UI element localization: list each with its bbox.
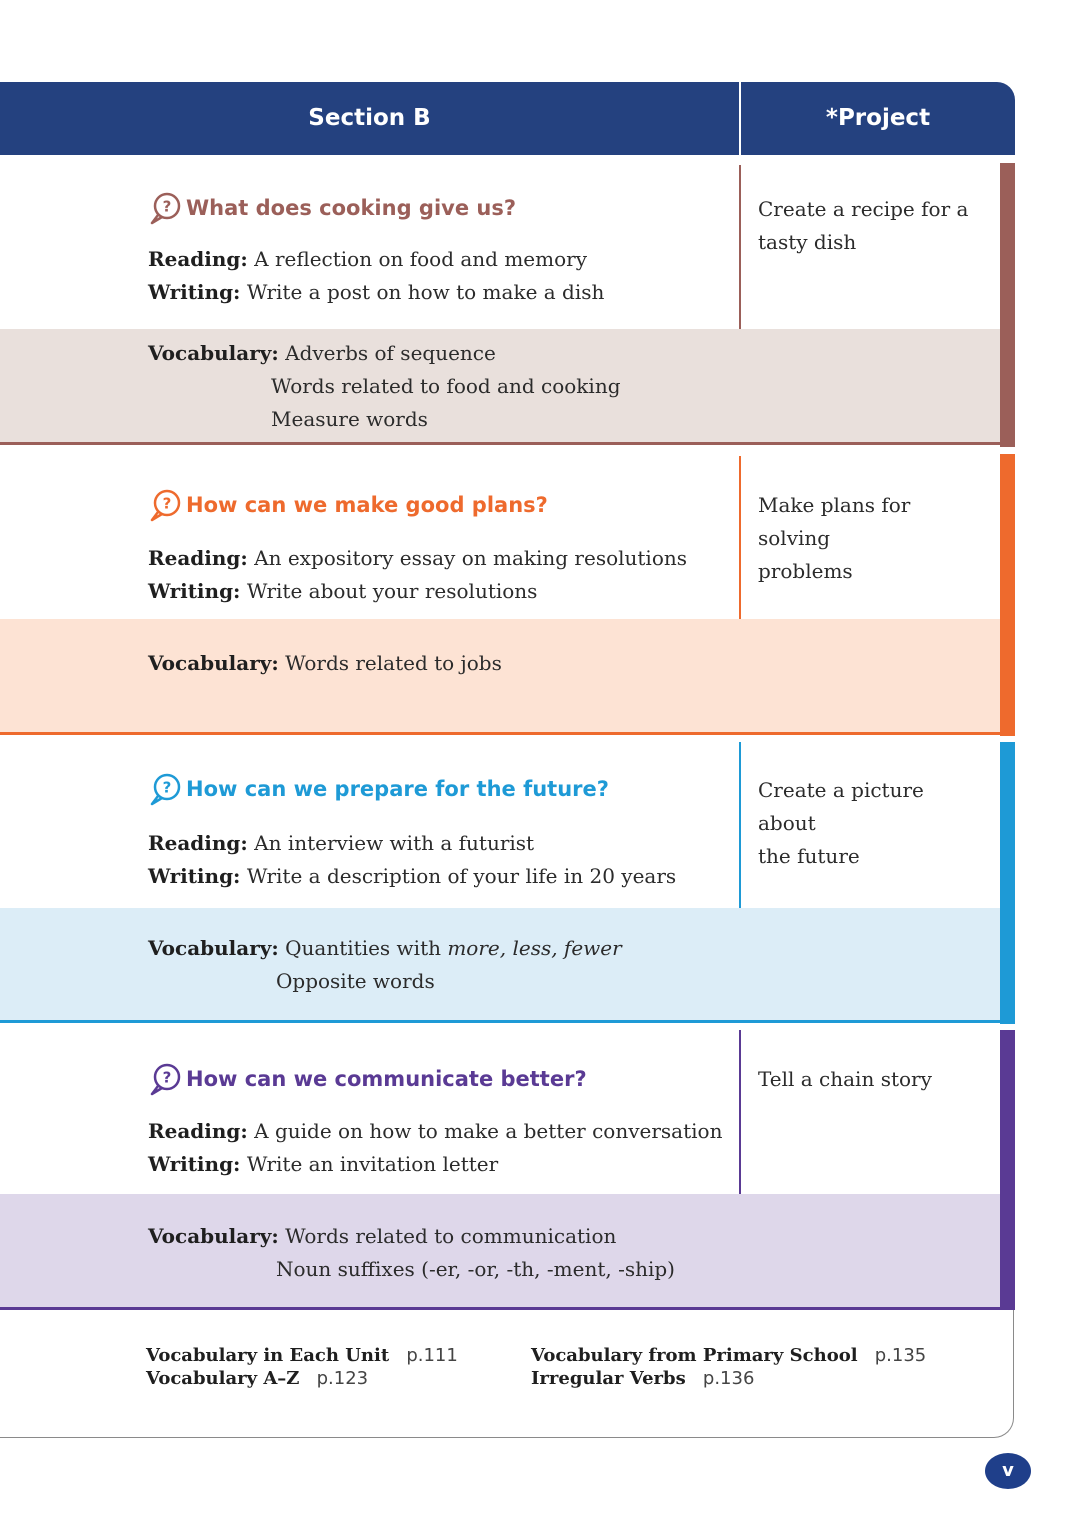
reading-text: A guide on how to make a better conversation [254,1119,723,1143]
question-bubble-icon [148,190,184,226]
essential-question [148,771,609,807]
writing-text: Write a description of your life in 20 years [246,864,677,888]
footer-link-vocab-primary[interactable] [531,1345,926,1366]
unit-bottom-rule [0,1020,1000,1023]
column-separator [739,742,741,908]
footer-link-irregular-verbs[interactable] [531,1368,754,1389]
question-bubble-icon [148,771,184,807]
reading-line [148,831,534,855]
writing-text: Write a post on how to make a dish [246,280,605,304]
unit-row-future [0,736,1015,1024]
project-line: Create a recipe for a [758,197,969,221]
reading-text: A reflection on food and memory [254,247,587,271]
vocabulary-label: Vocabulary: [148,651,279,675]
project-heading: *Project [825,105,931,131]
footer-page: p.136 [702,1368,755,1389]
essential-question [148,190,516,226]
reading-text: An expository essay on making resolutions [254,546,688,570]
unit-row-cooking [0,155,1015,447]
reading-label: Reading: [148,1119,248,1143]
unit-bottom-rule [0,442,1000,445]
vocabulary-item: Adverbs of sequence [285,341,496,365]
table-header [0,82,1015,155]
project-line: tasty dish [758,230,857,254]
unit-row-plans [0,447,1015,736]
vocabulary-line [148,651,502,675]
project-line: the future [758,844,860,868]
writing-line [148,864,676,888]
svg-text:?: ? [162,197,172,216]
writing-label: Writing: [148,579,241,603]
question-text: How can we make good plans? [186,493,548,517]
vocabulary-item: Words related to communication [285,1224,617,1248]
unit-color-bar [1000,163,1015,447]
vocabulary-band [0,1194,1000,1307]
project-line: Create a picture about [758,778,924,835]
project-line: problems [758,559,853,583]
writing-line [148,280,604,304]
reading-label: Reading: [148,546,248,570]
question-text: How can we communicate better? [186,1067,587,1091]
svg-text:?: ? [162,778,172,797]
vocabulary-item-italic: more, less, fewer [447,936,622,960]
reading-label: Reading: [148,831,248,855]
page-number-badge: v [985,1453,1031,1489]
footer-label: Vocabulary from Primary School [531,1345,858,1366]
vocabulary-label: Vocabulary: [148,1224,279,1248]
vocabulary-line [148,1224,616,1248]
writing-line [148,579,537,603]
footer-page: p.111 [406,1345,458,1366]
footer-page: p.135 [874,1345,927,1366]
vocabulary-item: Quantities with [285,936,448,960]
essential-question [148,1061,587,1097]
reading-text: An interview with a futurist [254,831,535,855]
column-separator [739,1030,741,1194]
essential-question [148,487,548,523]
footer-link-vocab-each-unit[interactable] [146,1345,458,1366]
svg-text:?: ? [162,1068,172,1087]
project-text [758,489,983,588]
footer-link-vocab-a-z[interactable] [146,1368,368,1389]
vocabulary-band [0,908,1000,1021]
question-text: How can we prepare for the future? [186,777,609,801]
section-b-heading: Section B [308,105,431,131]
vocabulary-item: Opposite words [276,969,435,993]
project-line: Make plans for solving [758,493,911,550]
column-separator [739,165,741,329]
question-bubble-icon [148,487,184,523]
writing-label: Writing: [148,280,241,304]
footer-label: Vocabulary A–Z [146,1368,300,1389]
reading-label: Reading: [148,247,248,271]
project-text [758,193,983,259]
unit-color-bar [1000,742,1015,1024]
unit-color-bar [1000,454,1015,736]
reading-line [148,247,587,271]
question-bubble-icon [148,1061,184,1097]
writing-line [148,1152,498,1176]
footer-label: Vocabulary in Each Unit [146,1345,390,1366]
project-text [758,774,983,873]
vocabulary-line [148,936,622,960]
column-separator [739,456,741,619]
svg-text:?: ? [162,494,172,513]
unit-row-communication [0,1024,1015,1310]
footer-page: p.123 [316,1368,369,1389]
unit-bottom-rule [0,732,1000,735]
vocabulary-item: Measure words [271,407,428,431]
vocabulary-line [148,341,496,365]
vocabulary-label: Vocabulary: [148,341,279,365]
vocabulary-item: Words related to food and cooking [271,374,621,398]
unit-color-bar [1000,1030,1015,1310]
writing-text: Write an invitation letter [246,1152,499,1176]
writing-label: Writing: [148,864,241,888]
reading-line [148,1119,722,1143]
project-line: Tell a chain story [758,1067,932,1091]
vocabulary-band [0,619,1000,732]
footer-label: Irregular Verbs [531,1368,686,1389]
writing-label: Writing: [148,1152,241,1176]
vocabulary-item: Words related to jobs [285,651,502,675]
question-text: What does cooking give us? [186,196,517,220]
writing-text: Write about your resolutions [246,579,538,603]
vocabulary-label: Vocabulary: [148,936,279,960]
vocabulary-item: Noun suffixes (-er, -or, -th, -ment, -ship) [276,1257,675,1281]
reading-line [148,546,687,570]
project-text [758,1063,983,1096]
